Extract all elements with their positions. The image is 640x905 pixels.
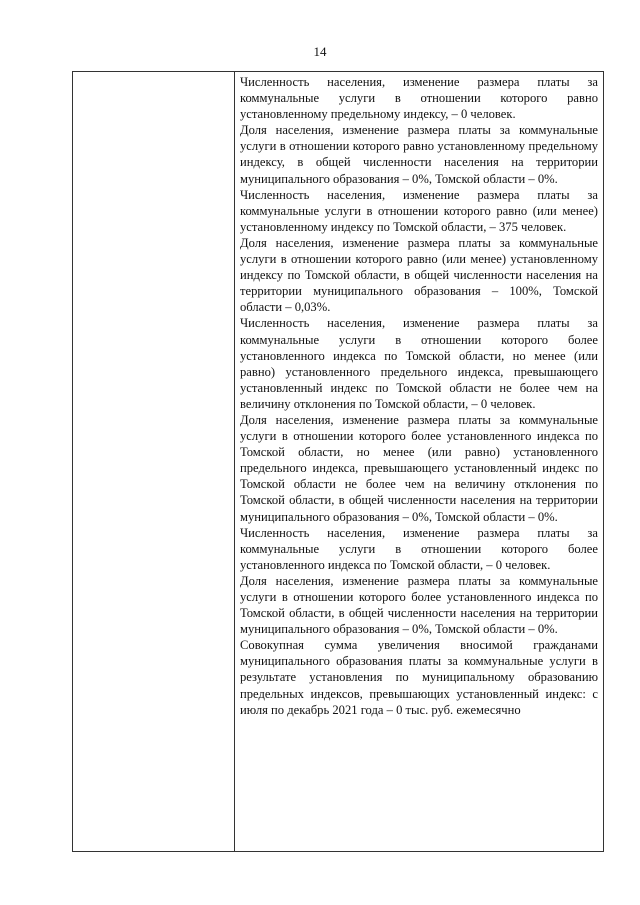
paragraph-population-below-index-share: Доля населения, изменение размера платы за коммунальные услуги в отношении которого равно (или менее) установленному индексу по Томской области, в общей численности населения на территории муниципального образования – 100%, Томской области – 0,03%.	[240, 235, 598, 315]
document-table	[72, 71, 604, 852]
paragraph-population-equal-limit-share: Доля населения, изменение размера платы за коммунальные услуги в отношении которого равно установленному предельному индексу, в общей численности населения на территории муниципального образования – 0%, Томской области – 0%.	[240, 123, 598, 186]
paragraph-total-payment-increase: Совокупная сумма увеличения вносимой гражданами муниципального образования платы за коммунальные услуги в результате установления по муниципальному образованию предельных индексов, превышающих установленный индекс: с июля по декабрь 2021 года – 0 тыс. руб. ежемесячно	[240, 638, 598, 717]
paragraph-population-equal-limit-count: Численность населения, изменение размера платы за коммунальные услуги в отношении которого равно установленному предельному индексу, – 0 человек.	[240, 75, 598, 122]
paragraph-population-above-index-share: Доля населения, изменение размера платы за коммунальные услуги в отношении которого более установленного индекса по Томской области, в общей численности населения на территории муниципального образования – 0%, Томской области – 0%.	[240, 573, 598, 637]
paragraph-population-within-deviation-share: Доля населения, изменение размера платы за коммунальные услуги в отношении которого более установленного индекса по Томской области, но менее (или равно) установленного предельного индекса, превышающего установленный индекс по Томской области не более чем на величину отклонения по Томской области, в общей численности населения на территории муниципального образования – 0%, Томской области – 0%.	[240, 412, 598, 524]
paragraph-population-above-index-count: Численность населения, изменение размера платы за коммунальные услуги в отношении которого более установленного индекса по Томской области, – 0 человек.	[240, 525, 598, 572]
page-number: 14	[313, 44, 327, 59]
paragraph-population-within-deviation-count: Численность населения, изменение размера платы за коммунальные услуги в отношении которого более установленного индекса по Томской области, но менее (или равно) установленного предельного индекса, превышающего установленный индекс по Томской области не более чем на величину отклонения по Томской области, – 0 человек.	[240, 316, 598, 411]
table-right-cell	[235, 72, 603, 718]
paragraph-population-below-index-count: Численность населения, изменение размера платы за коммунальные услуги в отношении которого равно (или менее) установленному индексу по Томской области, – 375 человек.	[240, 187, 598, 234]
table-left-cell	[73, 72, 235, 851]
